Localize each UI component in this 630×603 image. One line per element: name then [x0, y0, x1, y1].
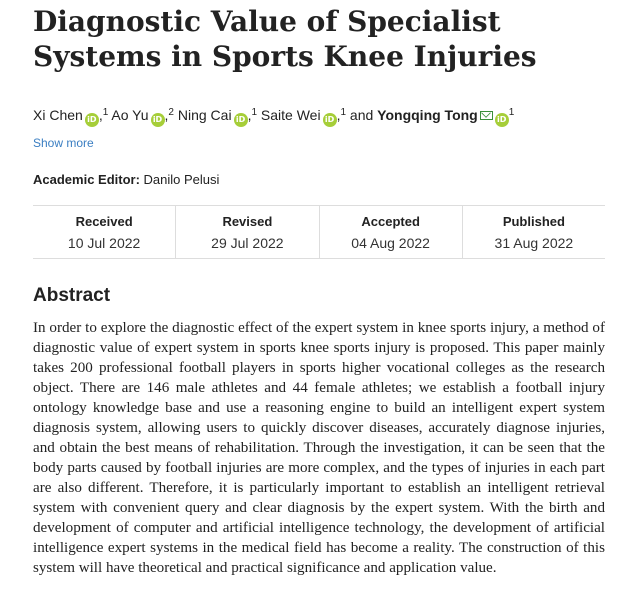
author-list [33, 106, 605, 127]
orcid-icon[interactable]: iD [495, 113, 509, 127]
date-value: 10 Jul 2022 [67, 235, 141, 251]
date-value: 31 Aug 2022 [494, 235, 574, 251]
affiliation-number: 1 [251, 107, 258, 118]
author-separator: , [247, 107, 252, 123]
orcid-icon[interactable]: iD [85, 113, 99, 127]
academic-editor-name: Danilo Pelusi [143, 172, 220, 187]
article-header [33, 0, 605, 578]
author-ning-cai[interactable] [178, 107, 261, 123]
affiliation-number: 1 [340, 107, 347, 118]
orcid-icon[interactable]: iD [151, 113, 165, 127]
date-received [33, 206, 175, 258]
author-name[interactable]: Ning Cai [177, 107, 232, 123]
abstract-text: In order to explore the diagnostic effect of the expert system in knee sports injury, a method of diagnostic value of expert system in sports knee sports injury is proposed. This paper mainly takes 200 professional football players in sports higher vocational colleges as the research object. There are 146 male athletes and 44 female athletes; we establish a football injury ontology knowledge base and use a reasoning engine to build an intelligent expert system diagnosis system, allowing users to quickly discover diseases, accurately diagnose injuries, and obtain the best means of rehabilitation. Through the investigation, it can be seen that the body parts caused by football injuries are more complex, and the types of injuries in each part are also different. Therefore, it is particularly important to establish an intelligent retrieval system with convenient query and clear diagnosis by the expert system. With the birth and development of computer and artificial intelligence technology, the development of artificial intelligence expert systems in the medical field has become a reality. The construction of this system will have theoretical and practical significance and application value. [33, 320, 605, 576]
mail-icon[interactable] [480, 111, 493, 120]
date-value: 04 Aug 2022 [351, 235, 430, 251]
academic-editor-label: Academic Editor: [33, 172, 140, 187]
author-and: and [349, 107, 374, 123]
abstract-heading: Abstract [33, 285, 111, 306]
author-name[interactable]: Ao Yu [111, 107, 149, 123]
author-name[interactable]: Saite Wei [260, 107, 321, 123]
orcid-icon[interactable]: iD [323, 113, 337, 127]
author-name[interactable]: Xi Chen [33, 107, 83, 123]
author-yongqing-tong[interactable] [377, 107, 514, 123]
date-revised [175, 206, 318, 258]
author-ao-yu[interactable] [111, 107, 177, 123]
orcid-icon[interactable]: iD [234, 113, 248, 127]
affiliation-number: 1 [508, 107, 515, 118]
date-label: Published [502, 214, 565, 229]
author-name[interactable]: Yongqing Tong [377, 107, 478, 123]
author-xi-chen[interactable] [33, 107, 111, 123]
publication-dates [33, 205, 605, 259]
academic-editor [33, 172, 605, 187]
date-label: Accepted [361, 214, 420, 229]
author-separator: , [164, 107, 169, 123]
author-separator: , [336, 107, 341, 123]
author-saite-wei[interactable] [261, 107, 377, 123]
date-accepted [319, 206, 462, 258]
affiliation-number: 1 [102, 107, 109, 118]
date-label: Revised [222, 214, 273, 229]
date-value: 29 Jul 2022 [211, 235, 284, 251]
author-separator: , [98, 107, 103, 123]
affiliation-number: 2 [168, 107, 174, 118]
date-published [462, 206, 605, 258]
date-label: Received [75, 214, 133, 229]
article-title: Diagnostic Value of Specialist Systems in Sports Knee Injuries [33, 5, 537, 73]
show-more-link[interactable]: Show more [33, 136, 94, 150]
